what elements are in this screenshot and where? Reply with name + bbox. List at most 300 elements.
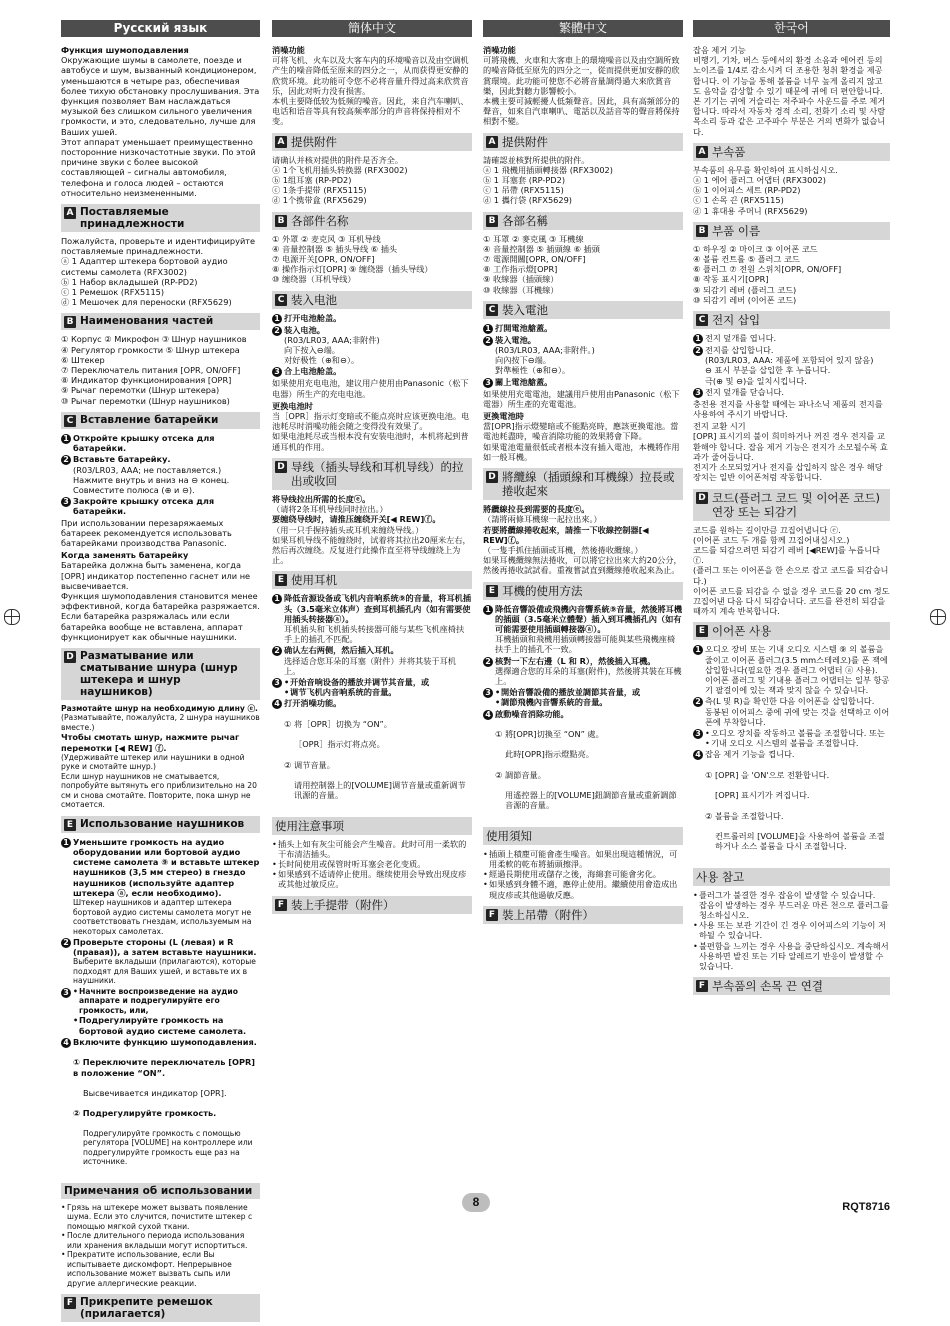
step-text: 전지 덮개를 닫습니다.: [705, 386, 784, 397]
section-letter-b: B: [275, 215, 287, 227]
battery-replace-text: [OPR] 표시기의 불이 희미하거나 꺼진 경우 전지를 교환해야 합니다. 잡음 제거 기능은 전지가 소모될수록 효과가 줄어듭니다. 전지가 소모되었거나 전지를 삽입하지 않은 경우 해당 장치는 일반 이어폰처럼 작동합니다.: [693, 431, 888, 483]
substep-1: ① Переключите переключатель [OPR] в положение “ON”.: [73, 1057, 255, 1078]
substep-subtext: 用遙控器上的[VOLUME]鈕調節音量或重新調節音源的音量。: [505, 790, 677, 811]
step-2: [272, 645, 472, 676]
step-number-icon: 1: [272, 594, 282, 604]
battery-replace-title: Когда заменять батарейку: [61, 550, 189, 561]
section-c-header: [272, 291, 472, 309]
list-item: ① Корпус ② Микрофон ③ Шнур наушников: [61, 334, 247, 345]
list-item: ⓑ 1组耳塞 (RP-PD2): [272, 175, 352, 186]
step-text: 合上电池舱盖。: [284, 366, 342, 377]
column-traditional-chinese: [483, 20, 683, 928]
cord-text-1b: （請將兩條耳機線一起拉出來。）: [483, 514, 602, 525]
list-item: • 사용 또는 보관 기간이 긴 경우 이어피스의 기능이 저하될 수 있습니다.: [699, 920, 890, 940]
step-number-icon: 2: [693, 697, 703, 707]
list-item: • 长时间使用或保管时听耳塞会老化变质。: [278, 859, 472, 869]
step-number-icon: 1: [483, 324, 493, 334]
section-b-title: Наименования частей: [80, 315, 214, 328]
step-3: [483, 687, 683, 707]
section-letter-c: C: [696, 314, 708, 326]
list-item: ⑧ 操作指示灯[OPR] ⑨ 缠绕器（插头导线）: [272, 264, 433, 275]
list-item: ⑨ 되감기 레버 (플러그 코드): [693, 284, 797, 295]
step-option: • 開始音響設備的播放並調節其音量，或: [501, 687, 683, 697]
section-a-text: Пожалуйста, проверьте и идентифицируйте поставляемые принадлежности.: [61, 236, 256, 257]
substep-2: ② 볼륨을 조절합니다.: [705, 810, 784, 821]
step-3: [61, 987, 260, 1036]
battery-note: 如果使用充電電池，建議用戶使用由Panasonic（松下電器）所生產的充電電池。: [483, 388, 680, 409]
step-number-icon: 2: [272, 326, 282, 336]
intro-title: 잡음 제거 기능: [693, 45, 746, 55]
battery-note: 如果使用充电电池，建议用户使用由Panasonic（松下电器）所生产的充电电池。: [272, 378, 469, 399]
section-b-title: 各部名稱: [502, 213, 548, 228]
step-subtext: Выберите вкладыши (прилагаются), которые подходят для Ваших ушей, и вставьте их в наушники.: [73, 957, 256, 986]
step-1: [61, 837, 260, 936]
notes-list: [693, 890, 890, 972]
step-text: 装入电池。: [284, 324, 325, 335]
list-item: ④ 音量控制器 ⑤ 插头导线 ⑥ 插头: [272, 243, 398, 254]
step-subtext: 選擇適合您的耳朵的耳塞(附件)，然後將其裝在耳機上。: [495, 665, 682, 686]
step-text: 오디오 장비 또는 기내 오디오 시스템 ⑨ 의 볼륨을 줄이고 이어폰 플러그(3.5 mm스테레오)를 폰 잭에 삽입합니다(필요한 경우 플러그 어댑터 ⓐ 사용).: [705, 644, 888, 675]
step-2: [61, 454, 260, 495]
section-a-text: 부속품의 유무를 확인하여 표시하십시오.: [693, 164, 838, 175]
step-number-icon: 4: [483, 710, 493, 720]
section-d-header: [61, 648, 260, 700]
step-text: Закройте крышку отсека для батарейки.: [73, 496, 215, 517]
step-number-icon: 3: [693, 729, 703, 739]
step-1: [483, 604, 683, 655]
step-text: 전지 덮개를 엽니다.: [705, 333, 777, 344]
battery-replace-title: 전지 교환 시기: [693, 421, 746, 432]
step-2: [693, 696, 890, 727]
step-subtext: Штекер наушников и адаптер штекера бортовой аудио системы самолета могут не соответствовать гнездам, используемым на некоторых самолетах.: [73, 898, 252, 936]
parts-list: [693, 244, 890, 305]
step-number-icon: 2: [61, 455, 71, 465]
step-text: 啟動噪音消除功能。: [495, 708, 569, 719]
step-number-icon: 1: [272, 314, 282, 324]
step-text: Включите функцию шумоподавления.: [73, 1036, 257, 1047]
step-1: [693, 333, 890, 344]
cord-text-1: 將纜線拉長到需要的長度ⓔ。: [483, 504, 590, 515]
section-letter-b: B: [486, 215, 498, 227]
step-number-icon: 3: [61, 988, 71, 998]
notes-header: 使用注意事项: [272, 817, 472, 835]
battery-note: При использовании перезаряжаемых батареек рекомендуется использовать батарейками производства Panasonic.: [61, 517, 232, 548]
substep-subtext: Высвечивается индикатор [OPR].: [83, 1087, 227, 1098]
step-subtext: 耳机插头和飞机插头转接器可能与某些飞机座椅扶手上的插孔不匹配。: [284, 623, 465, 645]
list-item: • 經過長期使用或儲存之後，海綿套可能會劣化。: [489, 869, 683, 879]
step-number-icon: 1: [61, 838, 71, 848]
section-b-title: 부품 이름: [712, 223, 761, 238]
list-item: ⓐ 1个飞机用插头转换器 (RFX3002): [272, 164, 408, 175]
step-number-icon: 2: [483, 336, 493, 346]
list-item: • После длительного периода использования или хранения вкладыши могут испортиться.: [67, 1231, 260, 1250]
step-number-icon: 3: [693, 388, 703, 398]
section-d-title: 导线（插头导线和耳机导线）的拉出或收回: [291, 459, 464, 488]
section-c-title: Вставление батарейки: [80, 413, 219, 426]
section-letter-e: E: [275, 574, 287, 586]
list-item: ⑩ Рычаг перемотки (Шнур наушников): [61, 395, 230, 406]
step-1: [272, 593, 472, 644]
section-c-title: 装入电池: [291, 292, 337, 307]
list-item: ⓐ 1 飛機用插頭轉接器 (RFX3002): [483, 164, 613, 175]
section-a-header: [272, 133, 472, 151]
section-a-header: [483, 133, 683, 151]
section-a-header: [693, 143, 890, 161]
list-item: • 如果感到不适请停止使用。继续使用会导致出现皮疹或其他过敏反应。: [278, 869, 472, 889]
cord-text-1: Размотайте шнур на необходимую длину ⓔ.: [61, 703, 258, 713]
list-item: • 불편함을 느끼는 경우 사용을 중단하십시오. 계속해서 사용하면 발진 또는 기타 알레르기 반응이 발생할 수 있습니다.: [699, 941, 890, 972]
list-item: ⑩ 收線器（耳機線）: [483, 284, 559, 295]
section-c-header: [693, 311, 890, 329]
list-item: ⑧ 작동 표시기[OPR]: [693, 274, 769, 285]
step-4: [483, 709, 683, 821]
list-item: ⓒ 1 吊帶 (RFX5115): [483, 185, 564, 196]
cord-text-2: Чтобы смотать шнур, нажмите рычаг перемотки [◀ REW] ⓕ.: [61, 732, 240, 753]
step-3: [272, 366, 472, 377]
list-item: ⓓ 1个携带盒 (RFX5629): [272, 195, 367, 206]
step-4: [61, 1037, 260, 1177]
list-item: ⑨ Рычаг перемотки (Шнур штекера): [61, 385, 220, 396]
section-letter-d: D: [696, 492, 708, 504]
step-subtext: 耳機插頭和飛機用插頭轉接器可能與某些飛機座椅扶手上的插孔不一致。: [495, 634, 676, 655]
section-e-title: 이어폰 사용: [712, 624, 772, 639]
section-d-header: [693, 489, 890, 521]
step-text: 잡음 제거 기능을 켭니다.: [705, 749, 795, 760]
section-c-header: [483, 301, 683, 319]
document-code: RQT8716: [842, 1201, 890, 1213]
list-item: ⑥ 플러그 ⑦ 전원 스위치[OPR, ON/OFF]: [693, 264, 842, 275]
step-text: 降低音響設備或飛機內音響系統⑨音量，然後將耳機的插頭（3.5毫米立體聲）插入到耳機插孔內（如有可能需要使用插頭轉接器ⓐ）。: [495, 603, 683, 634]
substep-subtext: Подрегулируйте громкость с помощью регулятора [VOLUME] на контроллере или подрегулируйте громкость еще раз на источнике.: [83, 1128, 253, 1167]
step-text: 核對一下左右邊（L 和 R），然後插入耳機。: [495, 655, 656, 666]
section-f-header: [693, 977, 890, 995]
step-3: [483, 377, 683, 388]
section-letter-c: C: [486, 304, 498, 316]
section-letter-c: C: [275, 294, 287, 306]
step-subtext: 동봉된 이어피스 중에 귀에 맞는 것을 선택하고 이어폰에 부착합니다.: [705, 706, 890, 727]
section-a-title: 提供附件: [502, 134, 548, 149]
step-text: 打开电池舱盖。: [284, 312, 342, 323]
section-letter-c: C: [64, 415, 76, 427]
step-option: • 오디오 장치를 작동하고 볼륨을 조절합니다. 또는: [711, 728, 890, 738]
step-2: [272, 325, 472, 366]
list-item: ⓓ 1 Мешочек для переноски (RFX5629): [61, 297, 232, 308]
substep-1: ① 將[OPR]切換至 “ON” 處。: [495, 728, 604, 739]
section-letter-a: A: [486, 136, 498, 148]
list-item: ⓓ 1 攜行袋 (RFX5629): [483, 195, 572, 206]
step-text: Откройте крышку отсека для батарейки.: [73, 432, 215, 454]
list-item: ⑩ 되감기 레버 (이어폰 코드): [693, 294, 797, 305]
cord-text-1b: （请将2条耳机导线同时拉出。）: [272, 504, 388, 515]
notes-header: Примечания об использовании: [61, 1183, 260, 1199]
list-item: ⓑ 1 耳塞套 (RP-PD2): [483, 175, 566, 186]
lang-header-traditional-chinese: 繁體中文: [483, 20, 683, 37]
section-e-title: 耳機的使用方法: [502, 583, 583, 598]
section-d-header: [483, 468, 683, 500]
cord-text-2: 코드를 되감으려면 되감기 레버 [◀REW]를 누릅니다 ⓕ.: [693, 544, 881, 566]
substep-text: 調節音量。: [504, 769, 546, 780]
list-item: ⓒ 1条手提带 (RFX5115): [272, 185, 367, 196]
substep-text: Подрегулируйте громкость.: [82, 1108, 217, 1119]
step-text: 측(L 및 R)을 확인한 다음 이어폰을 삽입합니다.: [705, 696, 875, 707]
substep-1: ① [OPR] 을 'ON'으로 전환합니다.: [705, 769, 830, 780]
step-text: 降低音源设备或飞机内音响系统⑨的音量，将耳机插头（3.5毫米立体声）查到耳机插孔内（如有需要使用插头转接器ⓐ）。: [284, 593, 472, 624]
list-item: ⑦ 電源開關[OPR, ON/OFF]: [483, 254, 586, 265]
lang-header-korean: 한국어: [693, 20, 890, 37]
intro-title: 消噪功能: [272, 45, 305, 55]
step-number-icon: 1: [483, 605, 493, 615]
column-russian: [61, 20, 260, 1326]
list-item: ⓒ 1 Ремешок (RFX5115): [61, 287, 165, 298]
section-e-title: Использование наушников: [80, 817, 245, 830]
substep-2: ② 调节音量。: [284, 759, 335, 770]
section-letter-b: B: [64, 316, 76, 328]
step-text: Уменьшите громкость на аудио оборудовании или бортовой аудио системе самолета ⑨ и вставьте штекер наушников (3,5 мм стерео) в гнездо наушников (используйте адаптер штекера ⓐ, если необходимо).: [73, 836, 260, 898]
step-subtext: (R03/LR03, AAA: 제품에 포함되어 있지 않음) ⊖ 표시 부분을 삽입한 후 누릅니다. 극(⊕ 및 ⊖)을 일치시킵니다.: [705, 355, 874, 386]
step-2: [483, 656, 683, 687]
cord-text-1: 코드를 원하는 길이만큼 끄집어냅니다 ⓔ.: [693, 524, 841, 535]
section-letter-b: B: [696, 225, 708, 237]
step-number-icon: 2: [693, 346, 703, 356]
cord-text-3: （用一只手握持插头或耳机来缠绕导线。） 如果耳机导线不能缠绕时，试着将其拉出20厘米左右，然后再次缠绕。反复进行此操作直至将导线缠绕上为止。: [272, 524, 471, 566]
list-item: • Грязь на штекере может вызвать появление шума. Если это случится, почистите штекер с помощью мягкой сухой ткани.: [67, 1203, 260, 1232]
step-number-icon: 4: [693, 750, 703, 760]
section-d-title: 코드(플러그 코드 및 이어폰 코드) 연장 또는 되감기: [712, 490, 881, 519]
section-d-title: Разматывание или сматывание шнура (шнур штекера и шнур наушников): [80, 649, 238, 698]
list-item: ④ Регулятор громкости ⑤ Шнур штекера: [61, 344, 240, 355]
cord-text-2: 若要將纜線捲收起來，請推一下收線控制器[◀ REW]ⓕ。: [483, 524, 649, 545]
list-item: ⓐ 1 Адаптер штекера бортовой аудио системы самолета (RFX3002): [61, 256, 228, 277]
cord-text-1b: (이어폰 코드 두 개를 함께 끄집어내십시오.): [693, 534, 850, 545]
section-b-header: [61, 313, 260, 330]
step-1: [483, 323, 683, 334]
step-number-icon: 3: [61, 497, 71, 507]
section-a-text: 请确认并核对提供的附件是否齐全。: [272, 154, 404, 165]
list-item: ⓑ 1 Набор вкладышей (RP-PD2): [61, 276, 198, 287]
step-text: Вставьте батарейку.: [73, 454, 171, 465]
list-item: ⓒ 1 손목 끈 (RFX5115): [693, 195, 784, 206]
section-f-header: [272, 896, 472, 914]
step-number-icon: 1: [693, 645, 703, 655]
step-subtext: (R03/LR03, AAA; не поставляется.) Нажмите внутрь и вниз на ⊖ конец. Совместите полюса (⊕ и ⊖).: [73, 464, 230, 495]
list-item: • Прекратите использование, если Вы испытываете дискомфорт. Непрерывное использование может вызвать сыпь или другие аллергические реакции.: [67, 1250, 260, 1288]
section-a-title: 부속품: [712, 144, 746, 159]
section-e-header: [61, 816, 260, 833]
parts-list: [483, 234, 683, 295]
section-e-header: [483, 582, 683, 600]
section-letter-f: F: [275, 899, 287, 911]
section-b-header: [272, 212, 472, 230]
step-option: • Подрегулируйте громкость на бортовой аудио системе самолета.: [79, 1015, 260, 1035]
section-letter-f: F: [486, 909, 498, 921]
page-number: 8: [462, 1193, 490, 1212]
list-item: ⑥ Штекер: [61, 354, 105, 365]
accessory-list: [272, 165, 472, 206]
section-b-header: [693, 222, 890, 240]
section-letter-f: F: [64, 1297, 76, 1309]
list-item: ⓓ 1 휴대용 주머니 (RFX5629): [693, 205, 808, 216]
list-item: ⑦ 电源开关[OPR, ON/OFF]: [272, 254, 375, 265]
step-4: [693, 749, 890, 861]
step-text: 裝入電池。: [495, 334, 536, 345]
list-item: ⑦ Переключатель питания [OPR, ON/OFF]: [61, 365, 241, 376]
section-letter-f: F: [696, 980, 708, 992]
step-subtext: (R03/LR03, AAA;非附件。) 向內按下⊖端。 對準極性（⊕和⊖）。: [495, 345, 595, 376]
substep-subtext: 此時[OPR]指示燈點亮。: [505, 749, 594, 760]
battery-note: 충전용 전지를 사용할 때에는 파나소닉 제품의 전지를 사용하여 주시기 바랍니다.: [693, 398, 883, 420]
step-subtext: 选择适合您耳朵的耳塞（附件）并将其装于耳机上。: [284, 655, 456, 676]
step-text: 打開電池艙蓋。: [495, 322, 553, 333]
section-a-text: 請確認並核對所提供的附件。: [483, 154, 590, 165]
lang-header-russian: Русский язык: [61, 20, 260, 37]
step-number-icon: 3: [272, 678, 282, 688]
list-item: ⑩ 缠绕器（耳机导线）: [272, 274, 356, 285]
step-number-icon: 4: [61, 1038, 71, 1048]
step-text: 關上電池艙蓋。: [495, 376, 553, 387]
battery-replace-title: 更换电池时: [272, 400, 313, 411]
section-d-header: [272, 458, 472, 490]
section-f-title: 부속품의 손목 끈 연결: [712, 979, 823, 994]
intro-text: 可將飛機、火車和大客車上的環境噪音以及由空調所致的噪音降低至原先的四分之一，從而提供更加安靜的欣賞環境。此功能可使您不必將音量調得過大來欣賞音樂，因此對聽力影響較小。 本機主要可減輕擾人低頻聲音。因此，具有高頻部分的聲音，如來自汽車喇叭、電話以及話音等的聲音將保持相對不變。: [483, 55, 680, 127]
section-letter-e: E: [486, 585, 498, 597]
step-number-icon: 2: [272, 646, 282, 656]
notes-list: [483, 849, 683, 900]
step-4: [272, 698, 472, 810]
step-text: 전지를 삽입합니다.: [705, 345, 774, 356]
list-item: ① 耳罩 ② 麥克風 ③ 耳機線: [483, 233, 584, 244]
step-2: [693, 345, 890, 386]
section-f-header: [483, 906, 683, 924]
section-a-title: 提供附件: [291, 134, 337, 149]
list-item: ⑧ 工作指示燈[OPR]: [483, 264, 558, 275]
substep-text: [OPR] 을 'ON'으로 전환합니다.: [714, 769, 830, 780]
section-a-title: Поставляемые принадлежности: [80, 206, 185, 231]
step-text: 确认左右两侧，然后插入耳机。: [284, 645, 399, 656]
list-item: ① 外罩 ② 麦克风 ③ 耳机导线: [272, 233, 381, 244]
section-d-title: 將纜線（插頭線和耳機線）拉長或捲收起來: [502, 470, 675, 499]
step-subtext: 이어폰 플러그 및 기내용 플러그 어댑터는 일부 항공기 팔걸이에 있는 잭과 맞지 않을 수 있습니다.: [705, 674, 890, 696]
accessory-list: [693, 175, 890, 216]
substep-text: 將[OPR]切換至 “ON” 處。: [504, 728, 604, 739]
column-korean: [693, 20, 890, 999]
registration-mark-icon: [4, 609, 20, 625]
step-number-icon: 1: [61, 434, 71, 444]
section-letter-e: E: [64, 819, 76, 831]
section-letter-d: D: [486, 471, 498, 483]
battery-replace-text: Батарейка должна быть заменена, когда [OPR] индикатор постепенно гаснет или не высвечивается. Функция шумоподавления становится менее эффективной, когда батарейка разряжается. Если батарейка разряжалась или если батарейка вообще не вставлена, аппарат функционирует как обычные наушники.: [61, 560, 260, 642]
section-c-title: 전지 삽입: [712, 313, 761, 328]
step-number-icon: 3: [483, 378, 493, 388]
list-item: • 插頭上積塵可能會產生噪音。如果出現這種情況，可用柔軟的乾布將插頭擦淨。: [489, 849, 683, 869]
list-item: ⓑ 1 이어피스 세트 (RP-PD2): [693, 185, 801, 196]
notes-header: 使用須知: [483, 827, 683, 845]
step-number-icon: 4: [272, 699, 282, 709]
section-c-title: 裝入電池: [502, 302, 548, 317]
substep-2: ② 調節音量。: [495, 769, 546, 780]
step-2: [61, 937, 260, 986]
substep-text: 调节音量。: [293, 759, 335, 770]
intro-text: 비행기, 기차, 버스 등에서의 환경 소음과 에어컨 등의 노이즈를 1/4로 감소시켜 더 조용한 청취 환경을 제공합니다. 이 기능을 통해 볼륨을 너무 높게 올리지 않고도 음악을 감상할 수 있기 때문에 귀에 더 편안합니다. 본 기기는 귀에 거슬리는 저주파수 사운드를 주로 제거합니다. 따라서 자동차 경적 소리, 전화기 소리 및 사람 목소리 등과 같은 고주파수 부분은 거의 변화가 없습니다.: [693, 55, 886, 137]
substep-text: 볼륨을 조절합니다.: [714, 810, 784, 821]
list-item: ⑧ Индикатор функционирования [OPR]: [61, 375, 232, 386]
accessory-list: [61, 256, 260, 307]
cord-text-3: （一隻手抓住插頭或耳機，然後捲收纜線。） 如果耳機纜線無法捲收，可以將它拉出來大約20公分，然後再捲收試試看。重複嘗試直到纜線捲收起來為止。: [483, 544, 682, 576]
section-letter-e: E: [696, 625, 708, 637]
notes-list: [61, 1203, 260, 1289]
list-item: ① 하우징 ② 마이크 ③ 이어폰 코드: [693, 243, 818, 254]
substep-text: Переключите переключатель [OPR] в положение “ON”.: [73, 1057, 255, 1078]
substep-1: ① 将［OPR］切换为 “ON”。: [284, 718, 392, 729]
step-number-icon: 3: [483, 688, 493, 698]
list-item: • 플러그가 불결한 경우 잡음이 발생할 수 있습니다. 잡음이 발생하는 경우 부드러운 마른 천으로 플러그를 청소하십시오.: [699, 890, 890, 921]
notes-list: [272, 839, 472, 890]
section-b-header: [483, 212, 683, 230]
substep-subtext: [OPR] 표시기가 켜집니다.: [715, 790, 810, 801]
cord-text-3: (플러그 또는 이어폰을 한 손으로 잡고 코드를 되감습니다.) 이어폰 코드를 되감을 수 없을 경우 코드를 20 cm 정도 끄집어낸 다음 다시 되감습니다. 코드를 완전히 되감을 때까지 계속 반복합니다.: [693, 565, 890, 617]
step-number-icon: 2: [61, 938, 71, 948]
list-item: • 如果感到身體不適，應停止使用。繼續使用會造成出現皮疹或其他過敏反應。: [489, 879, 683, 899]
step-option: • 기내 오디오 시스템의 볼륨을 조절합니다.: [711, 738, 890, 748]
step-text: 打开消噪功能。: [284, 698, 342, 709]
lang-header-simplified-chinese: 簡体中文: [272, 20, 472, 37]
notes-header: 사용 참고: [693, 868, 890, 886]
substep-subtext: 컨트롤러의 [VOLUME]을 사용하여 볼륨을 조절하거나 소스 볼륨을 다시 조절합니다.: [715, 830, 885, 852]
step-1: [693, 644, 890, 695]
section-f-title: 裝上吊帶（附件）: [502, 907, 594, 922]
list-item: ⓐ 1 에어 플러그 어댑터 (RFX3002): [693, 175, 826, 186]
step-text: Проверьте стороны (L (левая) и R (правая)), а затем вставьте наушники.: [73, 937, 257, 958]
section-c-header: [61, 412, 260, 429]
step-1: [272, 313, 472, 324]
section-letter-d: D: [275, 461, 287, 473]
step-3: [61, 496, 260, 516]
list-item: ④ 音量控制器 ⑤ 插頭線 ⑥ 插頭: [483, 243, 600, 254]
section-e-header: [693, 622, 890, 640]
section-a-header: [61, 204, 260, 232]
intro-text: 可将飞机、火车以及大客车内的环境噪音以及由空调机产生的噪音降低至原来的四分之一，从而获得更安静的欣赏环境。此功能可令您不必将音量升得过高来欣赏音乐，因此对听力没有损害。 本机主要降低较为低频的噪音。因此，来自汽车喇叭、电话和语音等具有较高频率部分的声音将保持相对不变。: [272, 55, 469, 127]
registration-mark-icon: [930, 609, 946, 625]
substep-subtext: 请用控制器上的[VOLUME]调节音量或重新调节讯源的音量。: [294, 779, 466, 801]
cord-text-2: 要缠绕导线时，请推压缠绕开关[◀ REW]ⓕ。: [272, 514, 441, 525]
battery-replace-text: 当［OPR］指示灯变暗或不能点亮时应该更换电池。电池耗尽时消噪功能会随之变得没有效果了。 如果电池耗尽或当根本没有安装电池时，本机将起到普通耳机的作用。: [272, 411, 470, 452]
substep-text: 将［OPR］切换为 “ON”。: [293, 718, 392, 729]
parts-list: [272, 234, 472, 285]
intro-text: Окружающие шумы в самолете, поезде и автобусе и шум, вызванный кондиционером, уменьшаются в четыре раз, обеспечивая более тихую обстановку прослушивания. Эта функция позволяет Вам наслаждаться музыкой без слишком сильного увеличения громкости, и это, следовательно, лучше для Ваших ушей. Этот аппарат уменьшает преимущественно посторонние низкочастотные звуки. По этой причине звуки с более высокой составляющей – сигналы автомобиля, телефона и голоса людей – остаются относительно неизмененными.: [61, 55, 260, 198]
step-option: • 调节飞机内音响系统的音量。: [290, 687, 472, 697]
list-item: ④ 볼륨 컨트롤 ⑤ 플러그 코드: [693, 254, 800, 265]
step-number-icon: 3: [272, 367, 282, 377]
battery-replace-text: 當[OPR]指示燈變暗或不能點亮時，應該更換電池。當電池耗盡時，噪音消除功能的效果將會下降。 如果電池電量很低或者根本沒有插入電池，本機將作用如一般耳機。: [483, 421, 680, 462]
cord-text-1: 将导线拉出所需的长度ⓔ。: [272, 493, 371, 504]
intro-title: Функция шумоподавления: [61, 45, 189, 55]
section-b-title: 各部件名称: [291, 213, 349, 228]
list-item: ⑨ 收線器（插頭線）: [483, 274, 559, 285]
section-letter-a: A: [696, 146, 708, 158]
step-3: [693, 728, 890, 748]
battery-replace-title: 更換電池時: [483, 411, 524, 422]
step-1: [61, 433, 260, 453]
cord-text-1b: (Разматывайте, пожалуйста, 2 шнура наушников вместе.): [61, 713, 260, 732]
step-number-icon: 1: [693, 334, 703, 344]
step-3: [693, 387, 890, 398]
step-2: [483, 335, 683, 376]
section-letter-a: A: [275, 136, 287, 148]
step-subtext: (R03/LR03, AAA;非附件) 向下按入⊖端。 对好极性（⊕和⊖）。: [284, 334, 380, 366]
substep-subtext: ［OPR］指示灯将点亮。: [294, 739, 385, 750]
step-3: [272, 677, 472, 697]
step-option: • 調節飛機內音響系統的音量。: [501, 697, 683, 707]
section-f-title: 装上手提带（附件）: [291, 897, 395, 912]
